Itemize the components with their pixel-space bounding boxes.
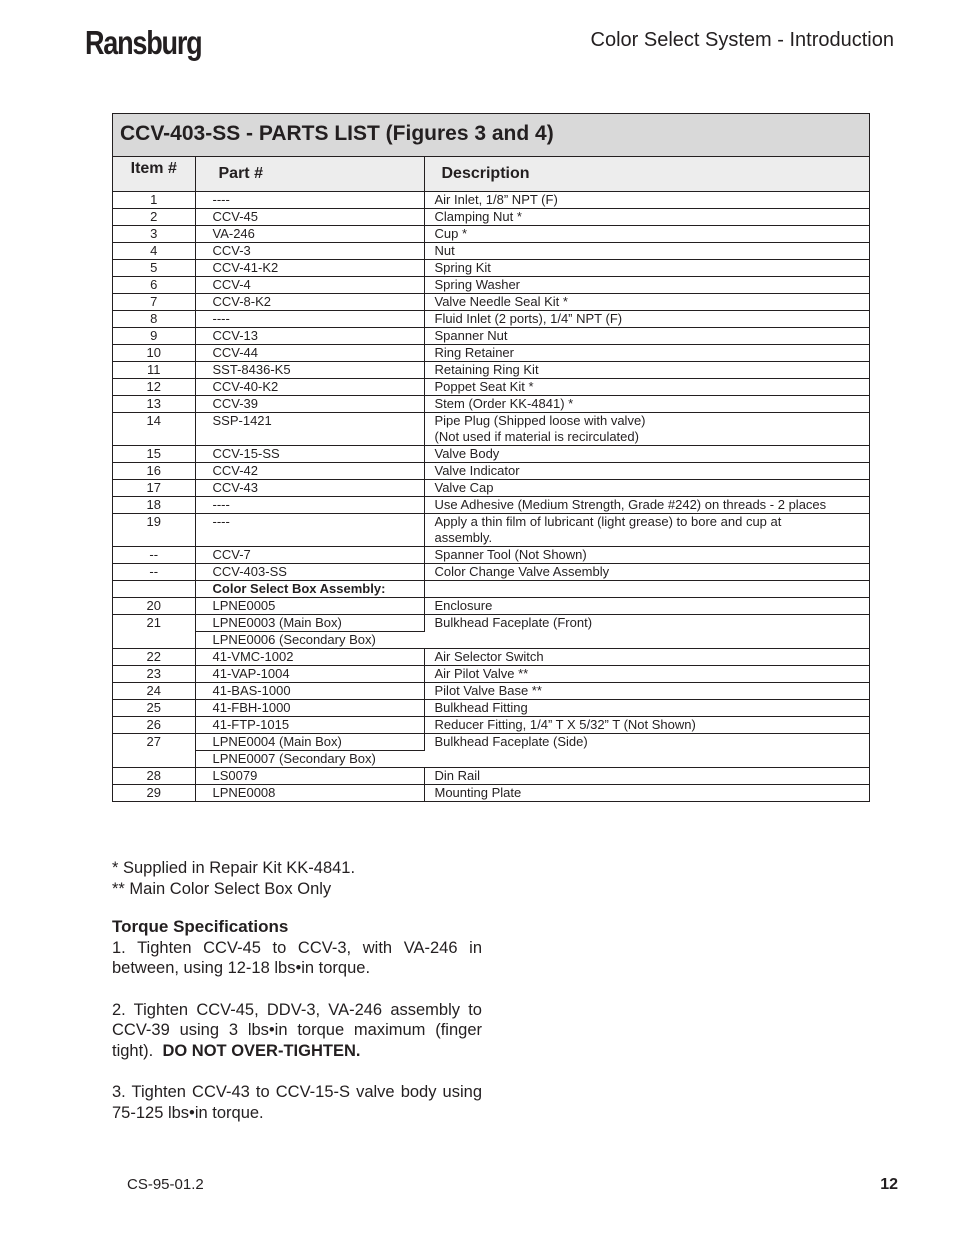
part-number: 41-VAP-1004 bbox=[195, 666, 424, 683]
item-number: 28 bbox=[113, 768, 195, 785]
description-line: Color Change Valve Assembly bbox=[434, 564, 610, 579]
item-number: 16 bbox=[113, 463, 195, 480]
footnote-main-box: ** Main Color Select Box Only bbox=[112, 879, 332, 898]
description-line: Nut bbox=[434, 243, 455, 258]
part-number: SST-8436-K5 bbox=[195, 362, 424, 379]
item-number: 10 bbox=[113, 345, 195, 362]
part-number: CCV-4 bbox=[195, 277, 424, 294]
description-line: Valve Cap bbox=[434, 480, 494, 495]
item-number: 25 bbox=[113, 700, 195, 717]
item-number: -- bbox=[113, 564, 195, 581]
part-description bbox=[424, 700, 869, 717]
part-number: CCV-3 bbox=[195, 243, 424, 260]
torque-step-2 bbox=[112, 1000, 482, 1062]
part-description bbox=[424, 581, 869, 598]
table-row bbox=[113, 497, 869, 514]
description-line: Ring Retainer bbox=[434, 345, 514, 360]
part-description bbox=[424, 277, 869, 294]
part-description bbox=[424, 598, 869, 615]
part-description bbox=[424, 785, 869, 802]
brand-logo: Ransburg bbox=[85, 24, 202, 61]
table-row bbox=[113, 683, 869, 700]
item-number: 5 bbox=[113, 260, 195, 277]
description-line: Spring Washer bbox=[434, 277, 520, 292]
column-header-part: Part # bbox=[195, 157, 424, 192]
table-row bbox=[113, 328, 869, 345]
part-description bbox=[424, 480, 869, 497]
description-line: Din Rail bbox=[434, 768, 481, 783]
table-row bbox=[113, 345, 869, 362]
table-row bbox=[113, 564, 869, 581]
description-line: Mounting Plate bbox=[434, 785, 522, 800]
table-row bbox=[113, 311, 869, 328]
item-number: 15 bbox=[113, 446, 195, 463]
part-number: CCV-44 bbox=[195, 345, 424, 362]
part-number: ---- bbox=[195, 311, 424, 328]
part-number: CCV-43 bbox=[195, 480, 424, 497]
part-description bbox=[424, 717, 869, 734]
description-line: Retaining Ring Kit bbox=[434, 362, 539, 377]
description-line: Fluid Inlet (2 ports), 1/4” NPT (F) bbox=[434, 311, 623, 326]
part-description bbox=[424, 463, 869, 480]
part-description bbox=[424, 328, 869, 345]
description-line: Spanner Nut bbox=[434, 328, 508, 343]
part-number: VA-246 bbox=[195, 226, 424, 243]
table-row bbox=[113, 243, 869, 260]
part-description bbox=[424, 666, 869, 683]
table-row bbox=[113, 463, 869, 480]
part-description: Bulkhead Faceplate (Side) bbox=[424, 734, 869, 768]
part-number: CCV-403-SS bbox=[195, 564, 424, 581]
part-description bbox=[424, 514, 869, 547]
table-row bbox=[113, 768, 869, 785]
item-number: 29 bbox=[113, 785, 195, 802]
part-description bbox=[424, 345, 869, 362]
table-row bbox=[113, 514, 869, 547]
group-heading: Color Select Box Assembly: bbox=[195, 581, 424, 598]
description-line: Valve Indicator bbox=[434, 463, 520, 478]
part-number: CCV-45 bbox=[195, 209, 424, 226]
item-number: 7 bbox=[113, 294, 195, 311]
item-number: 13 bbox=[113, 396, 195, 413]
table-row bbox=[113, 260, 869, 277]
part-number: CCV-8-K2 bbox=[195, 294, 424, 311]
table-row bbox=[113, 294, 869, 311]
table-row bbox=[113, 192, 869, 209]
part-number: CCV-40-K2 bbox=[195, 379, 424, 396]
table-row bbox=[113, 717, 869, 734]
part-number: ---- bbox=[195, 497, 424, 514]
item-number: 24 bbox=[113, 683, 195, 700]
section-title: Color Select System - Introduction bbox=[590, 29, 894, 51]
notes-section bbox=[112, 858, 482, 1123]
part-number: LPNE0004 (Main Box) bbox=[195, 734, 424, 751]
part-number: 41-FTP-1015 bbox=[195, 717, 424, 734]
part-description: Bulkhead Faceplate (Front) bbox=[424, 615, 869, 649]
item-number: 2 bbox=[113, 209, 195, 226]
part-description bbox=[424, 311, 869, 328]
description-line: Cup * bbox=[434, 226, 468, 241]
description-line: Poppet Seat Kit * bbox=[434, 379, 534, 394]
item-number: 11 bbox=[113, 362, 195, 379]
torque-step-2-text: 2. Tighten CCV-45, DDV-3, VA-246 assembly to CCV-39 using 3 lbs•in torque maximum (finger tight). bbox=[112, 1000, 482, 1060]
description-line: Use Adhesive (Medium Strength, Grade #242) on threads - 2 places bbox=[434, 497, 827, 512]
item-number: 19 bbox=[113, 514, 195, 547]
part-number: CCV-13 bbox=[195, 328, 424, 345]
doc-number: CS-95-01.2 bbox=[127, 1176, 204, 1193]
page-number: 12 bbox=[880, 1176, 898, 1193]
description-line: Air Pilot Valve ** bbox=[434, 666, 529, 681]
table-row bbox=[113, 598, 869, 615]
part-description bbox=[424, 547, 869, 564]
part-number: LS0079 bbox=[195, 768, 424, 785]
table-row bbox=[113, 785, 869, 802]
item-number: 27 bbox=[113, 734, 195, 768]
description-line: Bulkhead Fitting bbox=[434, 700, 528, 715]
table-row bbox=[113, 581, 869, 598]
description-line: Air Inlet, 1/8” NPT (F) bbox=[434, 192, 558, 207]
item-number: 6 bbox=[113, 277, 195, 294]
table-row bbox=[113, 379, 869, 396]
table-row bbox=[113, 666, 869, 683]
table-row bbox=[113, 396, 869, 413]
table-row bbox=[113, 480, 869, 497]
part-number-alt: LPNE0007 (Secondary Box) bbox=[195, 751, 424, 768]
description-line: Clamping Nut * bbox=[434, 209, 522, 224]
part-description bbox=[424, 446, 869, 463]
part-number: ---- bbox=[195, 192, 424, 209]
item-number: 1 bbox=[113, 192, 195, 209]
table-row bbox=[113, 734, 869, 751]
part-description bbox=[424, 362, 869, 379]
part-description bbox=[424, 396, 869, 413]
part-description bbox=[424, 564, 869, 581]
part-description bbox=[424, 260, 869, 277]
torque-step-1: 1. Tighten CCV-45 to CCV-3, with VA-246 in between, using 12-18 lbs•in torque. bbox=[112, 938, 482, 977]
part-number: CCV-15-SS bbox=[195, 446, 424, 463]
item-number: 20 bbox=[113, 598, 195, 615]
item-number bbox=[113, 581, 195, 598]
part-description bbox=[424, 497, 869, 514]
description-line: Spanner Tool (Not Shown) bbox=[434, 547, 587, 562]
part-description bbox=[424, 294, 869, 311]
torque-warning: DO NOT OVER-TIGHTEN. bbox=[162, 1041, 361, 1060]
table-row bbox=[113, 446, 869, 463]
part-number: LPNE0005 bbox=[195, 598, 424, 615]
table-header-row bbox=[113, 157, 869, 192]
item-number: 9 bbox=[113, 328, 195, 345]
item-number: 4 bbox=[113, 243, 195, 260]
part-description bbox=[424, 413, 869, 446]
part-number: 41-VMC-1002 bbox=[195, 649, 424, 666]
table-row bbox=[113, 362, 869, 379]
part-number: LPNE0003 (Main Box) bbox=[195, 615, 424, 632]
parts-list-table bbox=[112, 113, 870, 802]
part-number-alt: LPNE0006 (Secondary Box) bbox=[195, 632, 424, 649]
table-row bbox=[113, 547, 869, 564]
table-row bbox=[113, 209, 869, 226]
description-line: Pipe Plug (Shipped loose with valve) bbox=[434, 413, 646, 428]
part-description bbox=[424, 768, 869, 785]
part-description bbox=[424, 192, 869, 209]
part-description bbox=[424, 379, 869, 396]
description-line: (Not used if material is recirculated) bbox=[434, 429, 639, 444]
table-row bbox=[113, 649, 869, 666]
description-line: Reducer Fitting, 1/4” T X 5/32” T (Not Shown) bbox=[434, 717, 696, 732]
torque-heading: Torque Specifications bbox=[112, 917, 289, 936]
part-number: CCV-42 bbox=[195, 463, 424, 480]
part-number: 41-BAS-1000 bbox=[195, 683, 424, 700]
description-line: Stem (Order KK-4841) * bbox=[434, 396, 574, 411]
part-number: ---- bbox=[195, 514, 424, 547]
part-number: LPNE0008 bbox=[195, 785, 424, 802]
item-number: 26 bbox=[113, 717, 195, 734]
item-number: 21 bbox=[113, 615, 195, 649]
torque-step-3: 3. Tighten CCV-43 to CCV-15-S valve body using 75-125 lbs•in torque. bbox=[112, 1083, 482, 1122]
part-description bbox=[424, 209, 869, 226]
parts-table bbox=[113, 157, 869, 801]
table-row bbox=[113, 277, 869, 294]
item-number: 18 bbox=[113, 497, 195, 514]
description-line: Air Selector Switch bbox=[434, 649, 544, 664]
table-row bbox=[113, 413, 869, 446]
item-number: 22 bbox=[113, 649, 195, 666]
part-description bbox=[424, 243, 869, 260]
part-number: CCV-39 bbox=[195, 396, 424, 413]
item-number: 8 bbox=[113, 311, 195, 328]
part-description bbox=[424, 649, 869, 666]
part-number: CCV-7 bbox=[195, 547, 424, 564]
part-number: 41-FBH-1000 bbox=[195, 700, 424, 717]
description-line: Spring Kit bbox=[434, 260, 491, 275]
item-number: 12 bbox=[113, 379, 195, 396]
description-line: assembly. bbox=[434, 530, 493, 545]
footnote-repair-kit: * Supplied in Repair Kit KK-4841. bbox=[112, 859, 356, 877]
item-number: -- bbox=[113, 547, 195, 564]
description-line: Valve Body bbox=[434, 446, 500, 461]
item-number: 23 bbox=[113, 666, 195, 683]
item-number: 3 bbox=[113, 226, 195, 243]
part-description bbox=[424, 226, 869, 243]
item-number: 17 bbox=[113, 480, 195, 497]
column-header-description: Description bbox=[424, 157, 869, 192]
description-line: Enclosure bbox=[434, 598, 493, 613]
item-number: 14 bbox=[113, 413, 195, 446]
description-line: Pilot Valve Base ** bbox=[434, 683, 542, 698]
part-number: SSP-1421 bbox=[195, 413, 424, 446]
table-row bbox=[113, 700, 869, 717]
parts-table-body bbox=[113, 192, 869, 802]
part-description bbox=[424, 683, 869, 700]
part-number: CCV-41-K2 bbox=[195, 260, 424, 277]
parts-list-title: CCV-403-SS - PARTS LIST (Figures 3 and 4) bbox=[113, 114, 869, 157]
table-row bbox=[113, 615, 869, 632]
description-line: Valve Needle Seal Kit * bbox=[434, 294, 568, 309]
table-row bbox=[113, 226, 869, 243]
description-line: Apply a thin film of lubricant (light grease) to bore and cup at bbox=[434, 514, 782, 529]
column-header-item: Item # bbox=[113, 157, 195, 192]
